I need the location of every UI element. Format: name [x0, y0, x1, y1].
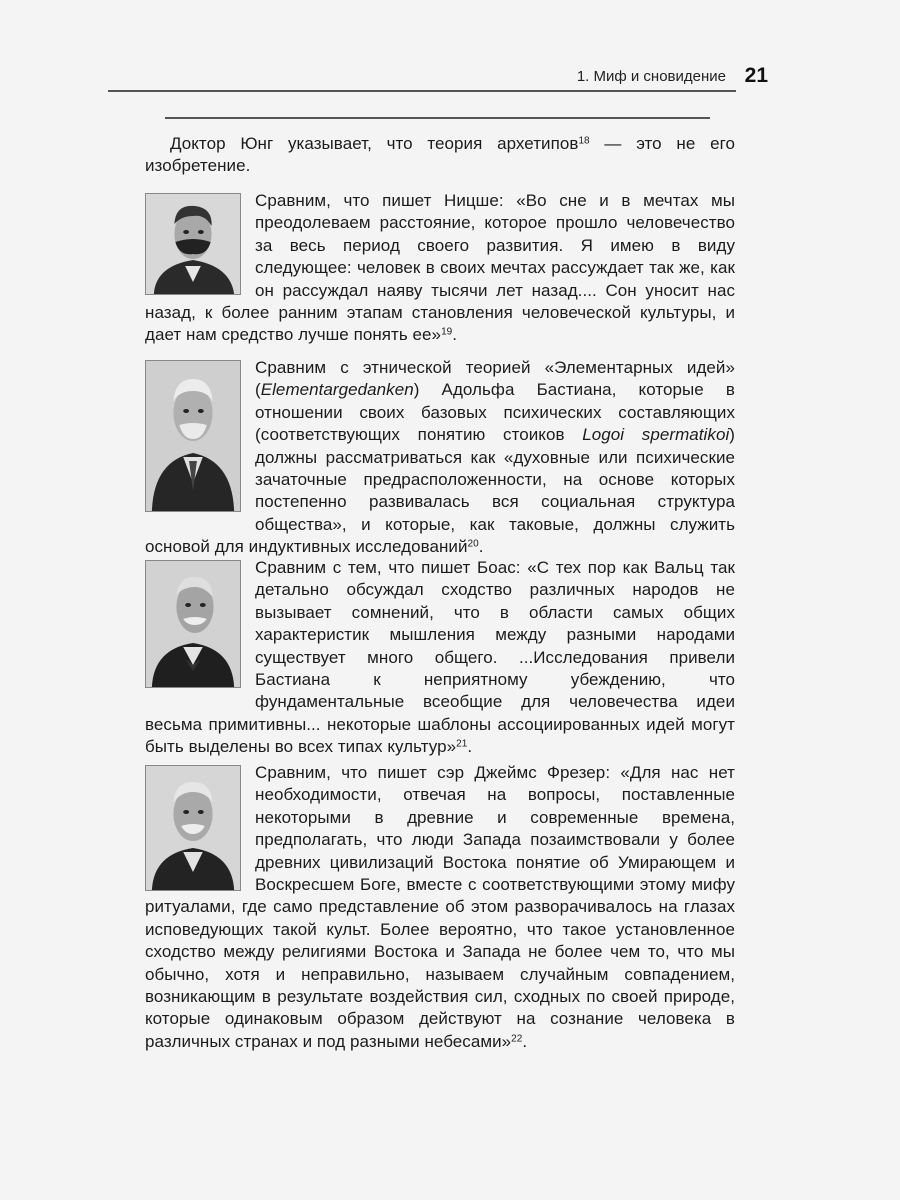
quote-text: Сравним с тем, что пишет Боас: «С тех пор как Вальц так детально обсуждал сходство различных народов не вызывает сомнений, что в области самых общих характеристик мышления между разными народами существует много общего. ...Исследования привели Бастиана к неприятному убеждению, что фундаментальные всеобщие для человечества идеи весьма примитивны... некоторые шаблоны ассоциированных идей могут быть выделены во всех типах культур» [145, 558, 735, 757]
quote-text: . [522, 1031, 528, 1051]
page-number: 21 [744, 64, 768, 87]
term-italic: Logoi spermatikoi [582, 425, 730, 445]
frazer-portrait-icon [145, 765, 241, 891]
quote-text: Сравним, что пишет Ницше: «Во сне и в мечтах мы преодолеваем расстояние, которое прошло человечество за весь период своего развития. Я имею в виду следующее: человек в своих мечтах рассуждает так же, как он рассуждал наяву тысячи лет назад.... Сон уносит нас назад, к более ранним этапам становления человеческой культуры, и дает нам средство лучше понять ее» [145, 191, 735, 345]
boas-portrait-icon [145, 560, 241, 688]
quote-text: ) Адольфа Бастиана, которые в отношении своих базовых психических составляющих (соответствующих понятию стоиков [255, 380, 735, 445]
quote-block-frazer [145, 762, 735, 1053]
quote-text: . [452, 325, 458, 345]
quote-text: Сравним с этнической теорией «Элементарных идей» ( [255, 358, 735, 400]
quote-text: ) должны рассматриваться как «духовные или психические зачаточные предрасположенности, на основе которых постепенно развивалась вся социальная структура общества», и которые, как таковые, должны служить основой для индуктивных исследований [145, 425, 735, 557]
quote-text: . [467, 737, 473, 757]
footnote-ref: 21 [456, 738, 468, 750]
page-header [108, 62, 768, 102]
term-italic: Elementargedanken [260, 380, 414, 400]
section-rule [165, 117, 710, 119]
intro-paragraph [145, 133, 735, 178]
running-title: 1. Миф и сновидение [576, 68, 726, 85]
quote-block-bastian [145, 357, 735, 559]
intro-text: Доктор Юнг указывает, что теория архетипов [170, 134, 579, 153]
footnote-ref: 18 [578, 135, 590, 147]
footnote-ref: 19 [441, 326, 453, 338]
quote-text: Сравним, что пишет сэр Джеймс Фрезер: «Для нас нет необходимости, отвечая на вопросы, поставленные некоторыми в древние и современные времена, предполагать, что люди Запада позаимствовали у более древних цивилизаций Востока понятие об Умирающем и Воскресшем Боге, вместе с соответствующими этому мифу ритуалами, где само представление об этом разворачивалось на глазах исповедующих такой культ. Более вероятно, что такое установленное сходство между религиями Востока и Запада не более чем то, что мы обычно, хотя и неправильно, называем случайным совпадением, возникающим в результате воздействия сил, сходных по своей природе, которые одинаковым образом действуют на сознание человека в различных странах и под разными небесами» [145, 763, 735, 1051]
header-rule [108, 90, 736, 92]
intro-text: — это не его изобретение. [145, 134, 735, 176]
bastian-portrait-icon [145, 360, 241, 512]
quote-block-boas [145, 557, 735, 759]
footnote-ref: 22 [511, 1033, 523, 1045]
quote-text: . [478, 537, 484, 557]
footnote-ref: 20 [467, 538, 479, 550]
quote-block-nietzsche [145, 190, 735, 347]
nietzsche-portrait-icon [145, 193, 241, 295]
